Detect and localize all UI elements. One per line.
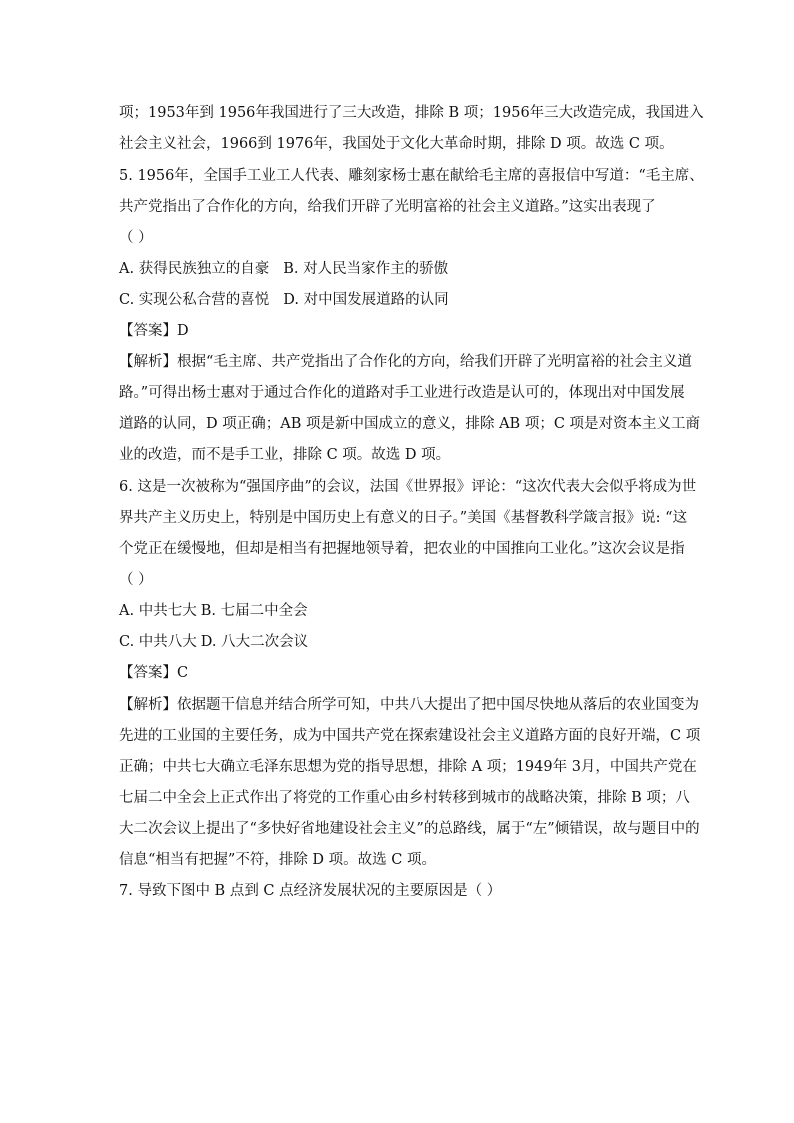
q6-analysis-line-1: 【解析】依据题干信息并结合所学可知，中共八大提出了把中国尽快地从落后的农业国变为 (119, 697, 699, 713)
q6-stem-line-1: 6. 这是一次被称为“强国序曲”的会议，法国《世界报》评论：“这次代表大会似乎将成为世 (119, 479, 697, 495)
q6-stem-line-3: 个党正在缓慢地，但却是相当有把握地领导着，把农业的中国推向工业化。”这次会议是指 (119, 541, 685, 557)
q6-analysis-line-5: 大二次会议上提出了“多快好省地建设社会主义”的总路线，属于“左”倾错误，故与题目中的 (119, 821, 700, 837)
q5-options-row-2 (119, 290, 679, 310)
q5-options-row-1 (119, 259, 679, 279)
q6-answer-bracket: （ ） (119, 572, 153, 588)
prev-analysis-line-1: 项；1953年到 1956年我国进行了三大改造，排除 B 项；1956年三大改造完成，我国进入 (119, 105, 704, 121)
q5-option-c: C. 实现公私合营的喜悦 (119, 292, 270, 308)
q6-stem-line-2: 界共产主义历史上，特别是中国历史上有意义的日子。”美国《基督教科学箴言报》说: “这 (119, 510, 688, 526)
q5-stem-line-1: 5. 1956年，全国手工业工人代表、雕刻家杨士惠在献给毛主席的喜报信中写道：“毛主席、 (119, 168, 704, 184)
q5-analysis-line-4: 业的改造，而不是手工业，排除 C 项。故选 D 项。 (119, 447, 451, 463)
q5-option-b: B. 对人民当家作主的骄傲 (283, 261, 449, 277)
q6-answer: 【答案】C (119, 665, 189, 681)
q6-option-d: D. 八大二次会议 (200, 634, 309, 650)
q6-option-c: C. 中共八大 (119, 634, 197, 650)
q5-analysis-line-1: 【解析】根据“毛主席、共产党指出了合作化的方向，给我们开辟了光明富裕的社会主义道 (119, 354, 692, 370)
q5-option-a: A. 获得民族独立的自豪 (119, 261, 270, 277)
q5-option-d: D. 对中国发展道路的认同 (283, 292, 449, 308)
q6-analysis-line-3: 正确；中共七大确立毛泽东思想为党的指导思想，排除 A 项；1949年 3月，中国共产党在 (119, 759, 697, 775)
q6-option-b: B. 七届二中全会 (200, 603, 308, 619)
q5-stem-line-2: 共产党指出了合作化的方向，给我们开辟了光明富裕的社会主义道路。”这实出表现了 (119, 199, 656, 215)
prev-analysis-line-2: 社会主义社会，1966到 1976年，我国处于文化大革命时期，排除 D 项。故选 C 项。 (119, 136, 674, 152)
q5-analysis-line-2: 路。”可得出杨士惠对于通过合作化的道路对手工业进行改造是认可的，体现出对中国发展 (119, 385, 685, 401)
q6-analysis-line-6: 信息“相当有把握”不符，排除 D 项。故选 C 项。 (119, 852, 436, 868)
q6-analysis-line-2: 先进的工业国的主要任务，成为中国共产党在探索建设社会主义道路方面的良好开端，C 项 (119, 728, 701, 744)
q7-stem: 7. 导致下图中 B 点到 C 点经济发展状况的主要原因是（ ） (119, 883, 502, 899)
q5-analysis-line-3: 道路的认同，D 项正确；AB 项是新中国成立的意义，排除 AB 项；C 项是对资本主义工商 (119, 416, 701, 432)
q5-answer-bracket: （ ） (119, 230, 153, 246)
q6-analysis-line-4: 七届二中全会上正式作出了将党的工作重心由乡村转移到城市的战略决策，排除 B 项；八 (119, 790, 690, 806)
q6-options-row-1 (119, 601, 679, 621)
q5-answer: 【答案】D (119, 323, 189, 339)
q6-options-row-2 (119, 632, 679, 652)
q6-option-a: A. 中共七大 (119, 603, 197, 619)
